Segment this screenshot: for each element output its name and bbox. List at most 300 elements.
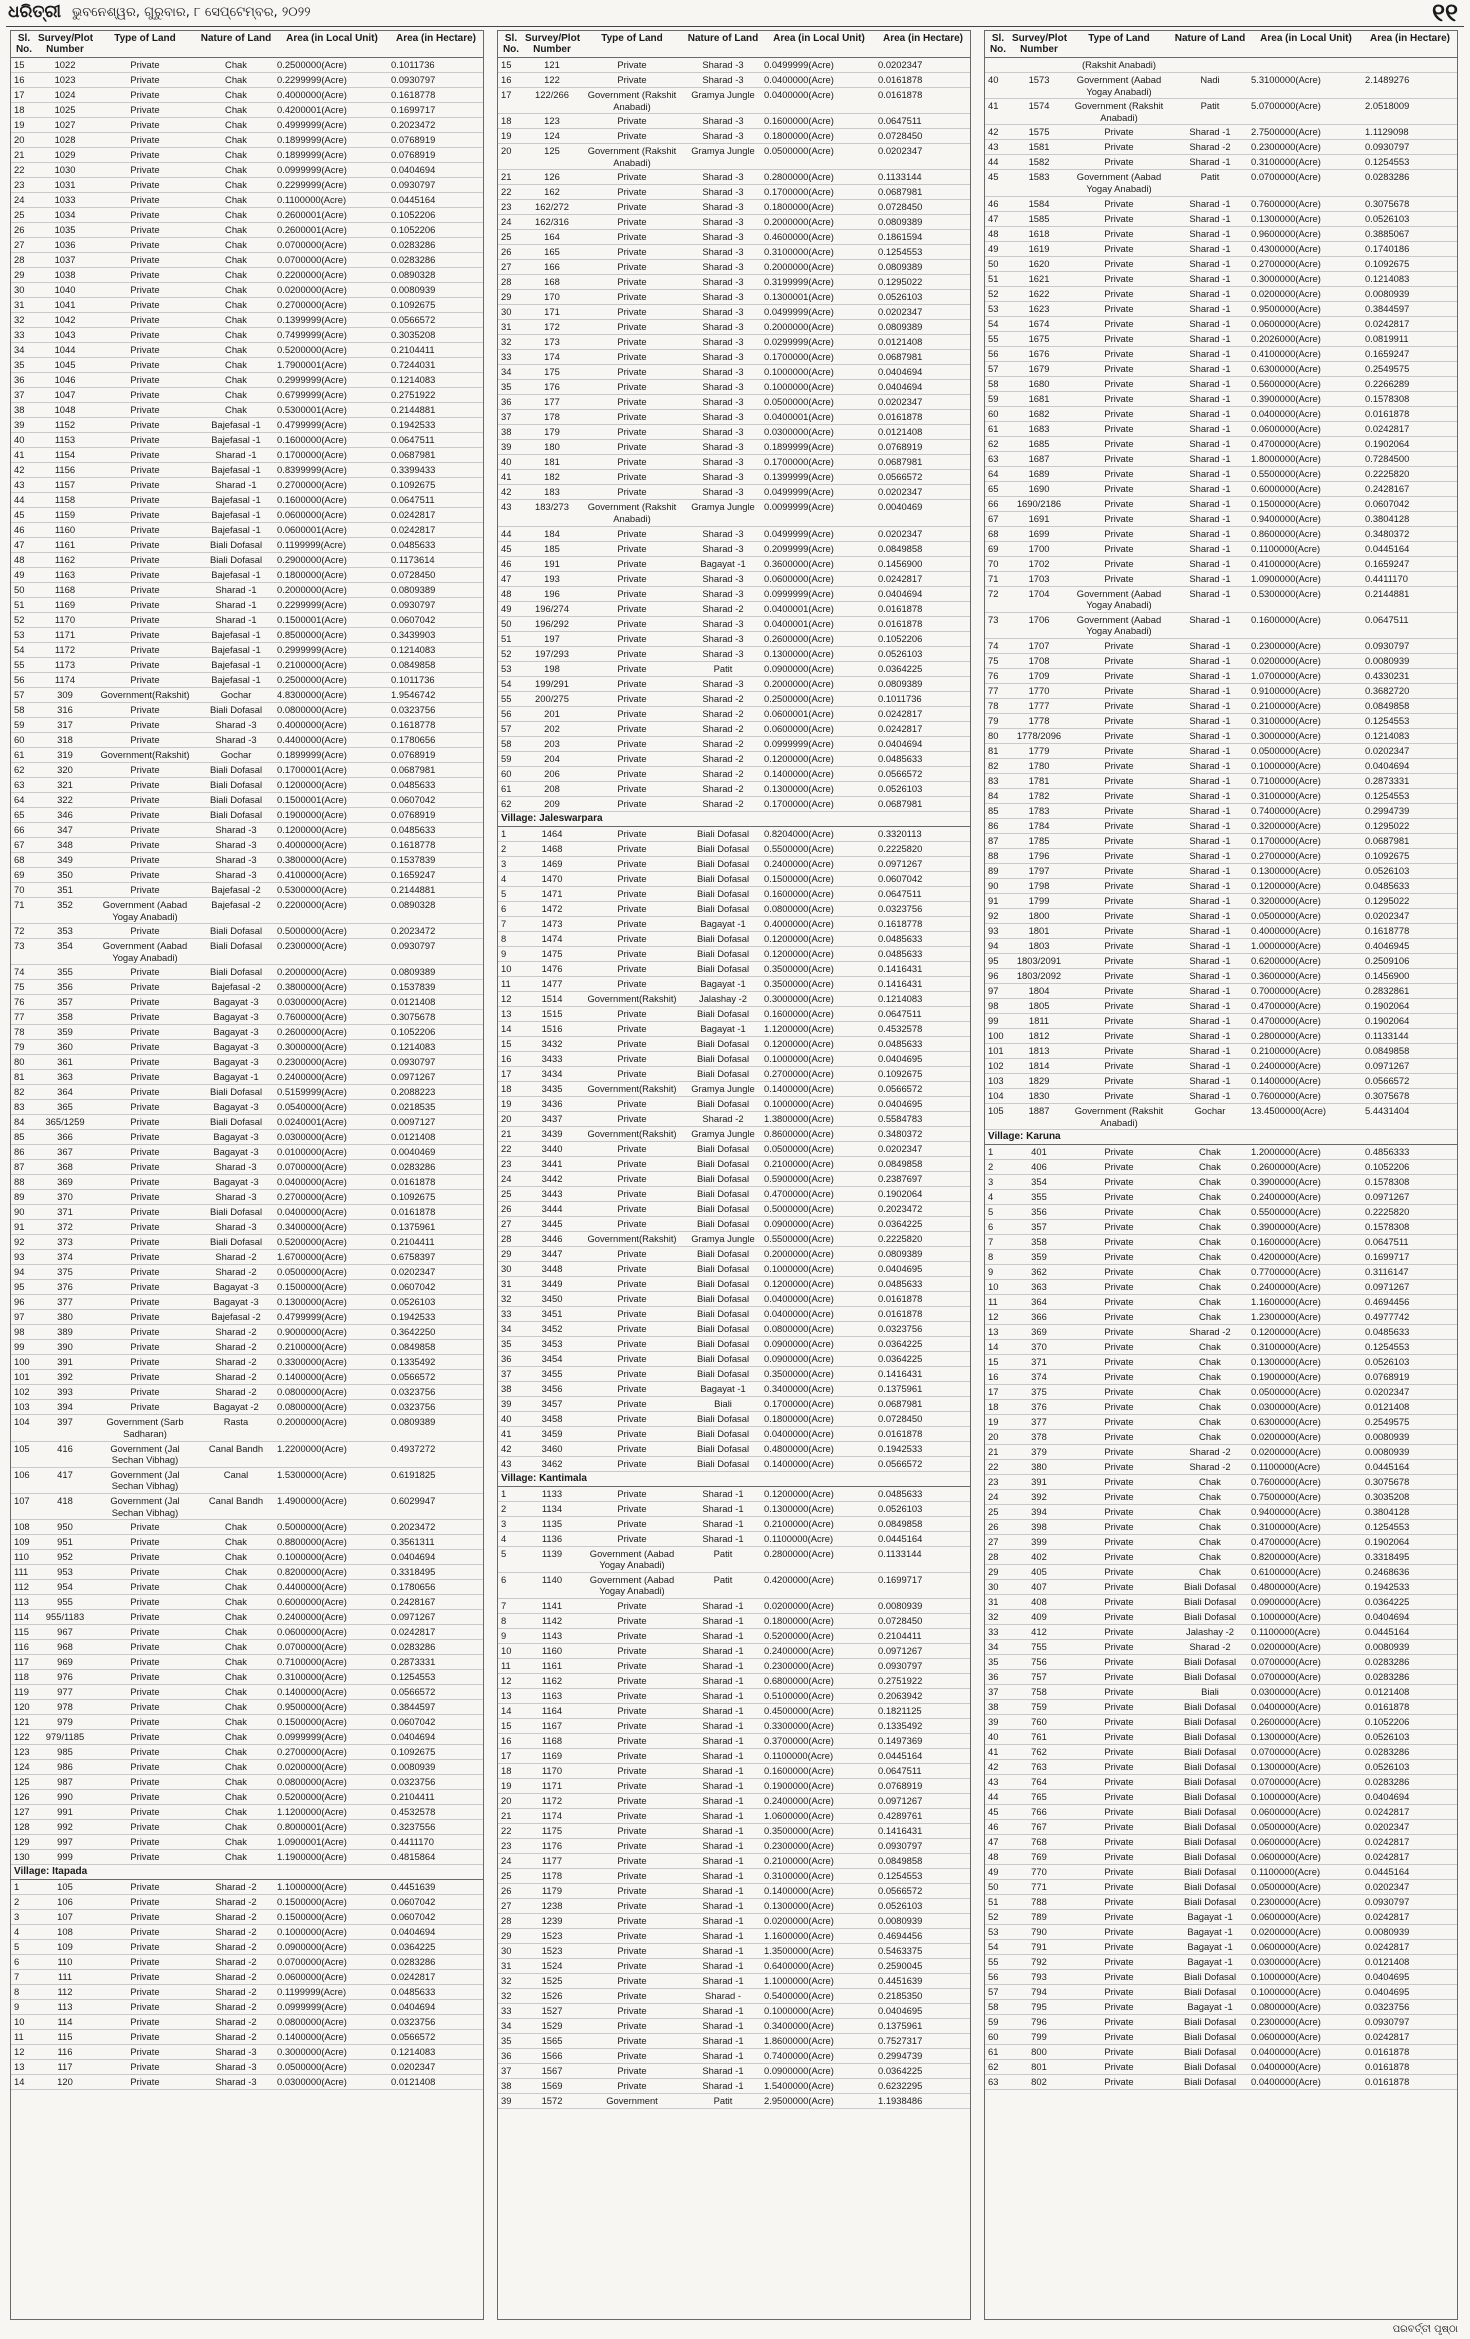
cell-area-hectare: 0.1416431 <box>876 1366 970 1381</box>
cell-area-local: 0.1000000(Acre) <box>275 1925 389 1940</box>
cell-area-local: 0.8600000(Acre) <box>762 1126 876 1141</box>
cell-survey-plot: 763 <box>1011 1760 1067 1775</box>
header-area-hectare: Area (in Hectare) <box>876 31 970 58</box>
cell-nature-of-land: Chak <box>1171 1220 1249 1235</box>
cell-type-of-land: Private <box>1067 361 1171 376</box>
cell-nature-of-land: Bajefasal -1 <box>197 433 275 448</box>
cell-sl-no: 6 <box>498 1572 524 1598</box>
cell-type-of-land: Private <box>1067 968 1171 983</box>
cell-survey-plot: 1038 <box>37 268 93 283</box>
cell-survey-plot: 1170 <box>524 1763 580 1778</box>
cell-area-hectare: 0.0768919 <box>389 133 483 148</box>
village-heading <box>498 811 970 826</box>
table-row <box>11 448 483 463</box>
cell-type-of-land: Private <box>1067 1805 1171 1820</box>
cell-type-of-land: Private <box>1067 571 1171 586</box>
cell-survey-plot: 371 <box>37 1205 93 1220</box>
cell-type-of-land: Private <box>1067 1013 1171 1028</box>
cell-area-hectare: 0.1618778 <box>389 88 483 103</box>
cell-survey-plot: 105 <box>37 1880 93 1895</box>
cell-area-local: 0.8200000(Acre) <box>275 1565 389 1580</box>
cell-type-of-land: Private <box>1067 923 1171 938</box>
cell-area-hectare: 0.0526103 <box>876 781 970 796</box>
cell-type-of-land: Private <box>93 1700 197 1715</box>
cell-area-local: 1.5400000(Acre) <box>762 2078 876 2093</box>
table-row <box>11 1700 483 1715</box>
cell-area-hectare: 0.2590045 <box>876 1958 970 1973</box>
table-row <box>985 1880 1457 1895</box>
table-row <box>985 698 1457 713</box>
cell-sl-no: 35 <box>498 1336 524 1351</box>
cell-type-of-land: Private <box>580 1643 684 1658</box>
cell-area-hectare: 0.0364225 <box>1363 1595 1457 1610</box>
cell-area-local: 0.1700000(Acre) <box>762 1396 876 1411</box>
cell-area-hectare: 0.1254553 <box>1363 788 1457 803</box>
cell-type-of-land: Private <box>580 1111 684 1126</box>
cell-nature-of-land: Sharad -3 <box>684 410 762 425</box>
cell-type-of-land: Private <box>93 1115 197 1130</box>
cell-nature-of-land: Biali Dofasal <box>1171 1820 1249 1835</box>
cell-area-local: 0.1800000(Acre) <box>762 1613 876 1628</box>
cell-nature-of-land: Biali Dofasal <box>1171 1760 1249 1775</box>
cell-survey-plot: 3439 <box>524 1126 580 1141</box>
cell-type-of-land: Private <box>580 1171 684 1186</box>
cell-sl-no: 46 <box>11 523 37 538</box>
cell-area-hectare: 0.1780656 <box>389 1580 483 1595</box>
cell-sl-no: 7 <box>985 1235 1011 1250</box>
table-row <box>985 556 1457 571</box>
cell-nature-of-land: Biali Dofasal <box>1171 1595 1249 1610</box>
cell-area-local: 0.1899999(Acre) <box>275 148 389 163</box>
cell-area-hectare: 0.4451639 <box>876 1973 970 1988</box>
cell-sl-no: 23 <box>985 1475 1011 1490</box>
cell-nature-of-land: Sharad -1 <box>1171 241 1249 256</box>
cell-area-local: 0.1199999(Acre) <box>275 538 389 553</box>
cell-sl-no: 39 <box>498 440 524 455</box>
cell-area-hectare: 0.2387697 <box>876 1171 970 1186</box>
cell-area-hectare: 0.0566572 <box>876 1456 970 1471</box>
cell-survey-plot: 3432 <box>524 1036 580 1051</box>
cell-sl-no: 24 <box>11 193 37 208</box>
cell-survey-plot: 199/291 <box>524 676 580 691</box>
cell-nature-of-land: Chak <box>1171 1475 1249 1490</box>
cell-type-of-land: Government (Jal Sechan Vibhag) <box>93 1441 197 1467</box>
table-row <box>985 1205 1457 1220</box>
cell-survey-plot: 1176 <box>524 1838 580 1853</box>
cell-type-of-land: Private <box>1067 1280 1171 1295</box>
cell-sl-no: 44 <box>985 1790 1011 1805</box>
cell-sl-no: 60 <box>498 766 524 781</box>
table-row <box>498 1613 970 1628</box>
cell-nature-of-land: Biali Dofasal <box>684 1321 762 1336</box>
cell-area-local: 0.5300000(Acre) <box>275 883 389 898</box>
cell-type-of-land: Government(Rakshit) <box>580 1126 684 1141</box>
cell-area-hectare: 0.0890328 <box>389 898 483 924</box>
cell-nature-of-land: Biali Dofasal <box>684 1426 762 1441</box>
cell-type-of-land: Private <box>580 1973 684 1988</box>
cell-nature-of-land: Sharad -2 <box>1171 140 1249 155</box>
cell-nature-of-land: Sharad -1 <box>684 1778 762 1793</box>
cell-nature-of-land: Chak <box>1171 1505 1249 1520</box>
table-row <box>498 931 970 946</box>
cell-survey-plot: 1044 <box>37 343 93 358</box>
cell-sl-no: 61 <box>498 781 524 796</box>
cell-area-hectare: 0.2144881 <box>389 883 483 898</box>
cell-nature-of-land: Sharad -2 <box>197 1340 275 1355</box>
cell-survey-plot: 1529 <box>524 2018 580 2033</box>
cell-area-hectare: 0.0526103 <box>1363 1760 1457 1775</box>
cell-nature-of-land: Sharad -3 <box>684 425 762 440</box>
cell-area-local: 0.0400000(Acre) <box>1249 2075 1363 2090</box>
table-row <box>985 286 1457 301</box>
cell-nature-of-land: Chak <box>197 1715 275 1730</box>
cell-sl-no: 1 <box>498 826 524 841</box>
header-survey-plot-number: Survey/Plot Number <box>1011 31 1067 58</box>
cell-nature-of-land: Chak <box>1171 1310 1249 1325</box>
cell-type-of-land: Private <box>93 148 197 163</box>
table-row <box>985 140 1457 155</box>
cell-area-hectare: 0.0849858 <box>876 1516 970 1531</box>
cell-type-of-land: Private <box>1067 451 1171 466</box>
cell-nature-of-land: Sharad -1 <box>1171 406 1249 421</box>
cell-nature-of-land: Chak <box>1171 1400 1249 1415</box>
cell-area-local: 0.4000000(Acre) <box>1249 923 1363 938</box>
cell-sl-no: 14 <box>498 1021 524 1036</box>
cell-survey-plot: 802 <box>1011 2075 1067 2090</box>
cell-type-of-land: Private <box>93 253 197 268</box>
table-row <box>985 376 1457 391</box>
cell-area-hectare: 0.1214083 <box>389 1040 483 1055</box>
cell-area-hectare: 0.4694456 <box>1363 1295 1457 1310</box>
cell-sl-no: 14 <box>985 1340 1011 1355</box>
cell-survey-plot: 3450 <box>524 1291 580 1306</box>
cell-sl-no: 83 <box>985 773 1011 788</box>
cell-area-local: 0.2500000(Acre) <box>275 673 389 688</box>
cell-survey-plot: 391 <box>1011 1475 1067 1490</box>
cell-sl-no: 18 <box>498 1081 524 1096</box>
table-row <box>985 803 1457 818</box>
cell-sl-no: 49 <box>11 568 37 583</box>
cell-area-local: 0.0500000(Acre) <box>1249 1385 1363 1400</box>
cell-type-of-land: Private <box>1067 241 1171 256</box>
cell-sl-no: 25 <box>11 208 37 223</box>
cell-area-local: 0.4700000(Acre) <box>1249 1013 1363 1028</box>
cell-nature-of-land: Sharad -1 <box>1171 923 1249 938</box>
cell-type-of-land: Private <box>93 1190 197 1205</box>
cell-area-hectare: 0.0283286 <box>1363 1745 1457 1760</box>
table-row <box>11 838 483 853</box>
cell-area-local: 0.2100000(Acre) <box>762 1853 876 1868</box>
cell-area-local: 0.1600000(Acre) <box>762 886 876 901</box>
cell-type-of-land: Private <box>93 965 197 980</box>
table-row <box>11 778 483 793</box>
newspaper-logo: ଧରିତ୍ରୀ <box>8 2 62 22</box>
cell-sl-no: 56 <box>985 346 1011 361</box>
cell-nature-of-land: Gochar <box>197 688 275 703</box>
cell-area-hectare: 0.3075678 <box>389 1010 483 1025</box>
cell-survey-plot: 358 <box>1011 1235 1067 1250</box>
cell-nature-of-land: Sharad -2 <box>1171 1640 1249 1655</box>
cell-area-hectare: 0.0080939 <box>1363 1430 1457 1445</box>
cell-type-of-land: Private <box>93 283 197 298</box>
table-row <box>11 1040 483 1055</box>
cell-survey-plot: 3435 <box>524 1081 580 1096</box>
cell-area-hectare: 0.0768919 <box>389 748 483 763</box>
cell-sl-no: 16 <box>498 1051 524 1066</box>
cell-sl-no: 14 <box>11 2075 37 2090</box>
cell-area-local: 0.1300000(Acre) <box>762 1898 876 1913</box>
table-row <box>11 493 483 508</box>
cell-type-of-land: Private <box>93 673 197 688</box>
cell-survey-plot: 755 <box>1011 1640 1067 1655</box>
cell-nature-of-land: Chak <box>197 1790 275 1805</box>
cell-survey-plot: 374 <box>1011 1370 1067 1385</box>
header-sl-no: Sl. No. <box>11 31 37 58</box>
table-row <box>498 58 970 73</box>
cell-survey-plot: 1031 <box>37 178 93 193</box>
cell-type-of-land: Private <box>1067 1325 1171 1340</box>
cell-survey-plot: 979/1185 <box>37 1730 93 1745</box>
cell-area-hectare: 0.1902064 <box>1363 998 1457 1013</box>
cell-area-local: 0.1400000(Acre) <box>275 1685 389 1700</box>
cell-area-hectare: 1.1938486 <box>876 2093 970 2108</box>
cell-nature-of-land: Nadi <box>1171 73 1249 99</box>
cell-type-of-land: Government(Rakshit) <box>580 991 684 1006</box>
cell-sl-no: 52 <box>11 613 37 628</box>
cell-type-of-land: Private <box>580 1141 684 1156</box>
table-row <box>11 1385 483 1400</box>
cell-survey-plot: 1799 <box>1011 893 1067 908</box>
cell-type-of-land: Private <box>93 88 197 103</box>
cell-type-of-land: Private <box>1067 391 1171 406</box>
cell-sl-no: 100 <box>985 1028 1011 1043</box>
cell-area-hectare: 0.0485633 <box>1363 1325 1457 1340</box>
cell-type-of-land: Private <box>93 493 197 508</box>
table-row <box>498 1868 970 1883</box>
cell-survey-plot: 1469 <box>524 856 580 871</box>
cell-nature-of-land: Sharad -3 <box>197 2060 275 2075</box>
cell-area-local: 1.1900000(Acre) <box>275 1850 389 1865</box>
table-row <box>985 1805 1457 1820</box>
cell-type-of-land: Private <box>93 1220 197 1235</box>
cell-sl-no: 2 <box>11 1895 37 1910</box>
cell-type-of-land: Private <box>1067 758 1171 773</box>
cell-sl-no: 52 <box>498 646 524 661</box>
cell-type-of-land: Private <box>93 298 197 313</box>
cell-area-hectare: 0.1861594 <box>876 230 970 245</box>
cell-nature-of-land: Bagayat -1 <box>684 1381 762 1396</box>
cell-type-of-land: Private <box>1067 698 1171 713</box>
cell-nature-of-land: Biali Dofasal <box>684 1291 762 1306</box>
cell-survey-plot: 371 <box>1011 1355 1067 1370</box>
cell-area-local: 0.2000000(Acre) <box>762 260 876 275</box>
cell-survey-plot: 1464 <box>524 826 580 841</box>
cell-sl-no: 74 <box>985 638 1011 653</box>
cell-nature-of-land: Sharad -1 <box>1171 653 1249 668</box>
cell-area-local: 0.8204000(Acre) <box>762 826 876 841</box>
cell-area-hectare: 0.2104411 <box>389 1235 483 1250</box>
cell-sl-no: 81 <box>11 1070 37 1085</box>
cell-area-local: 0.0600000(Acre) <box>1249 1835 1363 1850</box>
cell-area-local: 0.2000000(Acre) <box>275 583 389 598</box>
cell-area-local: 0.2000000(Acre) <box>762 676 876 691</box>
table-row <box>498 1456 970 1471</box>
cell-area-hectare: 0.0242817 <box>1363 1805 1457 1820</box>
cell-type-of-land: Private <box>1067 526 1171 541</box>
cell-nature-of-land: Chak <box>1171 1295 1249 1310</box>
cell-sl-no: 128 <box>11 1820 37 1835</box>
cell-sl-no: 24 <box>985 1490 1011 1505</box>
cell-sl-no: 38 <box>498 1381 524 1396</box>
cell-type-of-land: Private <box>580 1793 684 1808</box>
table-row <box>498 1748 970 1763</box>
cell-area-hectare: 0.3480372 <box>1363 526 1457 541</box>
cell-area-hectare: 0.0728450 <box>876 200 970 215</box>
cell-type-of-land: Private <box>93 1640 197 1655</box>
cell-sl-no: 42 <box>985 125 1011 140</box>
cell-area-hectare: 0.0283286 <box>1363 1655 1457 1670</box>
cell-area-hectare: 0.1295022 <box>876 275 970 290</box>
table-row <box>985 653 1457 668</box>
cell-type-of-land: Private <box>580 1336 684 1351</box>
table-row <box>11 924 483 939</box>
cell-area-local: 0.4800000(Acre) <box>1249 1580 1363 1595</box>
cell-area-hectare: 0.1335492 <box>389 1355 483 1370</box>
cell-area-hectare: 0.6232295 <box>876 2078 970 2093</box>
cell-area-hectare: 0.3804128 <box>1363 1505 1457 1520</box>
cell-area-hectare: 0.0242817 <box>1363 1940 1457 1955</box>
cell-area-hectare: 0.7527317 <box>876 2033 970 2048</box>
table-row <box>498 1958 970 1973</box>
cell-area-local: 0.4999999(Acre) <box>275 118 389 133</box>
table-row <box>11 1220 483 1235</box>
cell-survey-plot: 1526 <box>524 1988 580 2003</box>
cell-area-hectare: 0.2468636 <box>1363 1565 1457 1580</box>
cell-survey-plot: 3448 <box>524 1261 580 1276</box>
cell-sl-no: 19 <box>498 1096 524 1111</box>
cell-nature-of-land: Biali Dofasal <box>1171 1850 1249 1865</box>
table-row <box>985 2015 1457 2030</box>
cell-sl-no: 64 <box>985 466 1011 481</box>
cell-area-local: 2.7500000(Acre) <box>1249 125 1363 140</box>
cell-area-hectare: 0.2428167 <box>1363 481 1457 496</box>
cell-survey-plot: 1033 <box>37 193 93 208</box>
cell-area-hectare: 0.0283286 <box>389 253 483 268</box>
cell-type-of-land: Private <box>93 1625 197 1640</box>
cell-sl-no: 26 <box>11 223 37 238</box>
cell-sl-no: 60 <box>985 2030 1011 2045</box>
cell-sl-no: 20 <box>498 1793 524 1808</box>
cell-type-of-land: Private <box>93 1160 197 1175</box>
cell-type-of-land: Private <box>1067 1685 1171 1700</box>
table-row <box>11 298 483 313</box>
cell-sl-no: 48 <box>498 586 524 601</box>
cell-survey-plot: 1174 <box>37 673 93 688</box>
cell-nature-of-land: Sharad -2 <box>197 1910 275 1925</box>
cell-area-local: 0.1300000(Acre) <box>1249 863 1363 878</box>
cell-sl-no: 41 <box>11 448 37 463</box>
cell-sl-no: 55 <box>985 331 1011 346</box>
cell-area-hectare: 0.3035208 <box>1363 1490 1457 1505</box>
cell-area-hectare: 0.0283286 <box>389 1955 483 1970</box>
cell-sl-no: 82 <box>985 758 1011 773</box>
cell-sl-no: 17 <box>498 1748 524 1763</box>
cell-type-of-land: Private <box>580 616 684 631</box>
cell-sl-no: 84 <box>11 1115 37 1130</box>
cell-area-hectare: 0.0121408 <box>876 335 970 350</box>
cell-survey-plot: 1167 <box>524 1718 580 1733</box>
cell-nature-of-land: Sharad -2 <box>684 736 762 751</box>
table-row <box>498 215 970 230</box>
cell-type-of-land: Private <box>93 658 197 673</box>
cell-type-of-land: Private <box>1067 1865 1171 1880</box>
cell-sl-no: 31 <box>498 320 524 335</box>
cell-sl-no: 13 <box>11 2060 37 2075</box>
cell-area-hectare: 0.1699717 <box>876 1572 970 1598</box>
cell-sl-no: 105 <box>11 1441 37 1467</box>
cell-area-hectare: 0.4289761 <box>876 1808 970 1823</box>
cell-type-of-land: Government(Rakshit) <box>580 1081 684 1096</box>
cell-sl-no: 28 <box>11 253 37 268</box>
cell-sl-no: 36 <box>498 2048 524 2063</box>
cell-type-of-land: Private <box>93 1715 197 1730</box>
cell-type-of-land: Private <box>93 328 197 343</box>
cell-area-hectare: 0.0687981 <box>876 455 970 470</box>
cell-sl-no: 59 <box>498 751 524 766</box>
cell-sl-no: 102 <box>985 1058 1011 1073</box>
table-row <box>11 1925 483 1940</box>
cell-type-of-land: Private <box>580 1703 684 1718</box>
cell-survey-plot: 363 <box>37 1070 93 1085</box>
cell-nature-of-land: Sharad -3 <box>684 586 762 601</box>
cell-nature-of-land: Sharad -3 <box>197 838 275 853</box>
cell-area-local: 0.1700000(Acre) <box>762 350 876 365</box>
cell-survey-plot: 206 <box>524 766 580 781</box>
cell-area-hectare: 0.0283286 <box>1363 1670 1457 1685</box>
cell-type-of-land: Private <box>1067 1220 1171 1235</box>
cell-area-local: 0.0900000(Acre) <box>275 1940 389 1955</box>
cell-type-of-land: Government (Aabad Yogay Anabadi) <box>1067 586 1171 612</box>
cell-nature-of-land: Biali Dofasal <box>684 841 762 856</box>
cell-nature-of-land: Sharad -2 <box>197 1985 275 2000</box>
cell-sl-no: 15 <box>498 58 524 73</box>
cell-area-local: 0.2100000(Acre) <box>1249 698 1363 713</box>
table-row <box>985 1043 1457 1058</box>
table-row <box>498 1928 970 1943</box>
cell-nature-of-land: Sharad -3 <box>197 2045 275 2060</box>
land-table-column-1 <box>10 30 484 2320</box>
cell-area-local: 4.8300000(Acre) <box>275 688 389 703</box>
cell-sl-no: 32 <box>498 1973 524 1988</box>
cell-survey-plot: 992 <box>37 1820 93 1835</box>
cell-area-local: 0.2700000(Acre) <box>762 1066 876 1081</box>
cell-area-hectare: 0.0607042 <box>389 1280 483 1295</box>
table-header-row <box>985 31 1457 58</box>
cell-survey-plot: 366 <box>1011 1310 1067 1325</box>
cell-sl-no: 44 <box>11 493 37 508</box>
cell-survey-plot: 955/1183 <box>37 1610 93 1625</box>
cell-area-hectare: 0.0768919 <box>389 808 483 823</box>
cell-area-hectare: 0.0647511 <box>1363 612 1457 638</box>
cell-nature-of-land: Bagayat -1 <box>1171 1925 1249 1940</box>
cell-survey-plot: 110 <box>37 1955 93 1970</box>
cell-type-of-land: Private <box>580 2018 684 2033</box>
cell-sl-no: 27 <box>985 1535 1011 1550</box>
cell-survey-plot: 1160 <box>524 1643 580 1658</box>
table-row <box>498 1793 970 1808</box>
cell-area-local: 0.2900000(Acre) <box>275 553 389 568</box>
cell-sl-no: 18 <box>985 1400 1011 1415</box>
